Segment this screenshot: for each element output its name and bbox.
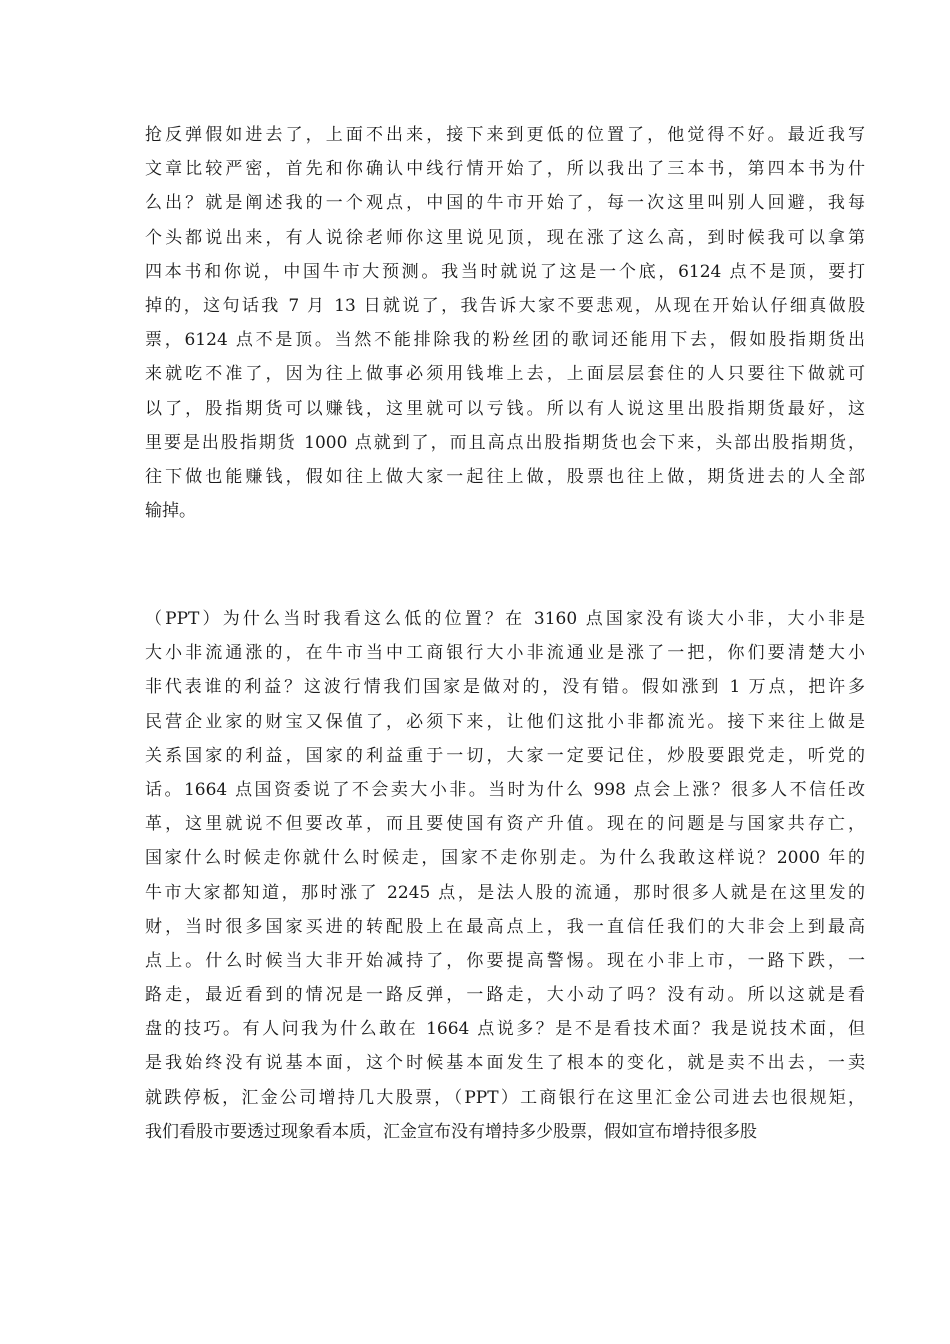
text-line: 抢反弹假如进去了，上面不出来，接下来到更低的位置了，他觉得不好。最近我写	[145, 125, 865, 145]
text-line: 就跌停板，汇金公司增持几大股票，（PPT）工商银行在这里汇金公司进去也很规矩，	[145, 1087, 865, 1108]
text-line: （PPT）为什么当时我看这么低的位置？在 3160 点国家没有谈大小非，大小非是	[145, 609, 865, 629]
text-line: 来就吃不准了，因为往上做事必须用钱堆上去，上面层层套住的人只要往下做就可	[145, 364, 865, 385]
text-line: 么出？就是阐述我的一个观点，中国的牛市开始了，每一次这里叫别人回避，我每	[145, 193, 865, 214]
text-line: 路走，最近看到的情况是一路反弹，一路走，大小动了吗？没有动。所以这就是看	[145, 985, 865, 1006]
text-line: 非代表谁的利益？这波行情我们国家是做对的，没有错。假如涨到 1 万点，把许多	[145, 677, 865, 698]
text-line: 盘的技巧。有人问我为什么敢在 1664 点说多？是不是看技术面？我是说技术面，但	[145, 1019, 865, 1040]
text-line: 输掉。	[145, 501, 196, 522]
text-line: 文章比较严密，首先和你确认中线行情开始了，所以我出了三本书，第四本书为什	[145, 159, 865, 180]
text-line: 国家什么时候走你就什么时候走，国家不走你别走。为什么我敢这样说？2000 年的	[145, 848, 865, 869]
text-line: 个头都说出来，有人说徐老师你这里说见顶，现在涨了这么高，到时候我可以拿第	[145, 227, 865, 248]
text-line: 牛市大家都知道，那时涨了 2245 点，是法人股的流通，那时很多人就是在这里发的	[145, 882, 865, 903]
text-line: 票，6124 点不是顶。当然不能排除我的粉丝团的歌词还能用下去，假如股指期货出	[145, 330, 865, 351]
text-line: 点上。什么时候当大非开始减持了，你要提高警惕。现在小非上市，一路下跌，一	[145, 950, 865, 971]
paragraph-2	[145, 602, 865, 1149]
text-line: 革，这里就说不但要改革，而且要使国有资产升值。现在的问题是与国家共存亡，	[145, 814, 865, 835]
text-line: 关系国家的利益，国家的利益重于一切，大家一定要记住，炒股要跟党走，听党的	[145, 745, 865, 766]
paragraph-1	[145, 118, 865, 528]
text-line: 大小非流通涨的，在牛市当中工商银行大小非流通业是涨了一把，你们要清楚大小	[145, 643, 865, 664]
text-line: 民营企业家的财宝又保值了，必须下来，让他们这批小非都流光。接下来往上做是	[145, 711, 865, 732]
text-line: 我们看股市要透过现象看本质，汇金宣布没有增持多少股票，假如宣布增持很多股	[145, 1121, 757, 1142]
text-line: 以了，股指期货可以赚钱，这里就可以亏钱。所以有人说这里出股指期货最好，这	[145, 398, 865, 419]
text-line: 掉的，这句话我 7 月 13 日就说了，我告诉大家不要悲观，从现在开始认仔细真做股	[145, 295, 865, 316]
text-line: 话。1664 点国资委说了不会卖大小非。当时为什么 998 点会上涨？很多人不信任改	[145, 779, 865, 800]
text-line: 往下做也能赚钱，假如往上做大家一起往上做，股票也往上做，期货进去的人全部	[145, 466, 865, 487]
text-line: 财，当时很多国家买进的转配股上在最高点上，我一直信任我们的大非会上到最高	[145, 916, 865, 937]
text-line: 四本书和你说，中国牛市大预测。我当时就说了这是一个底，6124 点不是顶，要打	[145, 261, 865, 282]
text-line: 是我始终没有说基本面，这个时候基本面发生了根本的变化，就是卖不出去，一卖	[145, 1053, 865, 1074]
text-line: 里要是出股指期货 1000 点就到了，而且高点出股指期货也会下来，头部出股指期货，	[145, 432, 865, 453]
